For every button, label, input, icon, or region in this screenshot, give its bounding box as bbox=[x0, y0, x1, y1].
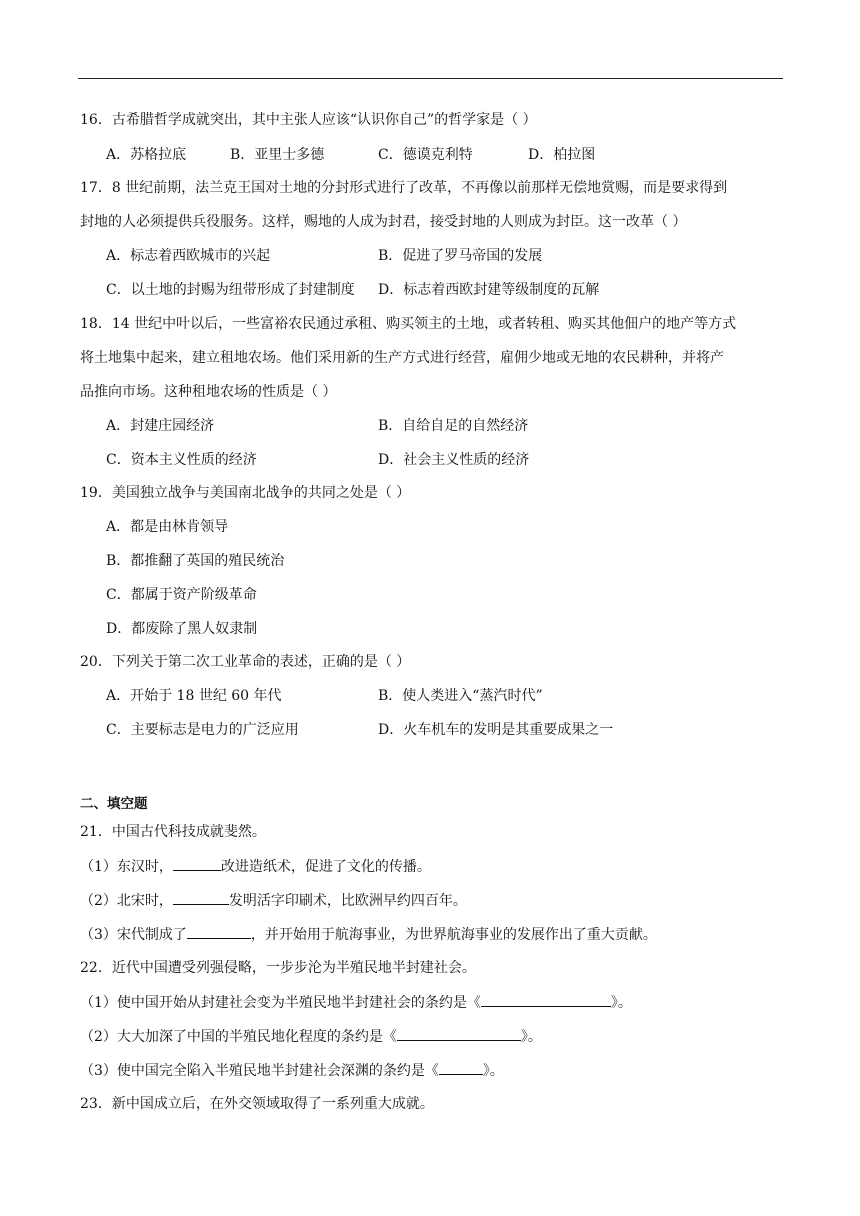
q17-option-d: D．标志着西欧封建等级制度的瓦解 bbox=[378, 282, 600, 298]
q21-blank-2[interactable] bbox=[173, 890, 229, 905]
q21-item-2-before: （2）北宋时， bbox=[80, 893, 173, 909]
question-18-stem-line-3: 品推向市场。这种租地农场的性质是（ ） bbox=[80, 384, 337, 400]
question-17-stem-line-1: 17．8 世纪前期，法兰克王国对土地的分封形式进行了改革，不再像以前那样无偿地赏赐，而是要求得到 bbox=[80, 180, 728, 196]
q20-option-c: C．主要标志是电力的广泛应用 bbox=[106, 722, 299, 738]
q21-item-3 bbox=[80, 924, 657, 945]
q16-option-d: D．柏拉图 bbox=[528, 147, 596, 163]
q18-option-d: D．社会主义性质的经济 bbox=[378, 452, 530, 468]
q18-option-b: B．自给自足的自然经济 bbox=[378, 418, 529, 434]
q22-item-2-before: （2）大大加深了中国的半殖民地化程度的条约是《 bbox=[80, 1029, 397, 1045]
q22-item-1-before: （1）使中国开始从封建社会变为半殖民地半封建社会的条约是《 bbox=[80, 995, 481, 1011]
q21-item-1-before: （1）东汉时， bbox=[80, 859, 173, 875]
q16-option-a: A．苏格拉底 bbox=[106, 147, 187, 163]
q19-option-c: C．都属于资产阶级革命 bbox=[106, 587, 257, 603]
q22-item-2-after: 》。 bbox=[520, 1029, 542, 1045]
header-rule bbox=[78, 78, 783, 79]
q22-blank-1[interactable] bbox=[481, 992, 611, 1007]
q17-option-b: B．促进了罗马帝国的发展 bbox=[378, 248, 543, 264]
q17-option-a: A．标志着西欧城市的兴起 bbox=[106, 248, 271, 264]
question-23-stem: 23．新中国成立后，在外交领域取得了一系列重大成就。 bbox=[80, 1096, 434, 1112]
q22-blank-3[interactable] bbox=[439, 1060, 483, 1075]
section-title: 二、填空题 bbox=[80, 796, 148, 812]
question-20-stem: 20．下列关于第二次工业革命的表述，正确的是（ ） bbox=[80, 654, 411, 670]
q16-option-c: C．德谟克利特 bbox=[378, 147, 473, 163]
question-18-stem-line-2: 将土地集中起来，建立租地农场。他们采用新的生产方式进行经营，雇佣少地或无地的农民耕种，并将产 bbox=[80, 350, 724, 366]
q20-option-d: D．火车机车的发明是其重要成果之一 bbox=[378, 722, 614, 738]
q19-option-a: A．都是由林肯领导 bbox=[106, 519, 229, 535]
q21-blank-3[interactable] bbox=[187, 924, 251, 939]
q22-item-3 bbox=[80, 1060, 504, 1081]
question-22-stem: 22．近代中国遭受列强侵略，一步步沦为半殖民地半封建社会。 bbox=[80, 960, 476, 976]
question-18-stem-line-1: 18．14 世纪中叶以后，一些富裕农民通过承租、购买领主的土地，或者转租、购买其他佃户的地产等方式 bbox=[80, 316, 737, 332]
q22-item-2 bbox=[80, 1026, 542, 1047]
q22-item-3-before: （3）使中国完全陷入半殖民地半封建社会深渊的条约是《 bbox=[80, 1063, 439, 1079]
q18-option-a: A．封建庄园经济 bbox=[106, 418, 215, 434]
q17-option-c: C．以土地的封赐为纽带形成了封建制度 bbox=[106, 282, 355, 298]
q18-option-c: C．资本主义性质的经济 bbox=[106, 452, 257, 468]
question-19-stem: 19．美国独立战争与美国南北战争的共同之处是（ ） bbox=[80, 485, 411, 501]
question-16-stem: 16．古希腊哲学成就突出，其中主张人应该“认识你自己”的哲学家是（ ） bbox=[80, 112, 537, 128]
q20-option-b: B．使人类进入“蒸汽时代” bbox=[378, 688, 543, 704]
q22-item-3-after: 》。 bbox=[482, 1063, 504, 1079]
q19-option-d: D．都废除了黑人奴隶制 bbox=[106, 621, 258, 637]
question-21-stem: 21．中国古代科技成就斐然。 bbox=[80, 824, 266, 840]
q16-option-b: B．亚里士多德 bbox=[230, 147, 325, 163]
q21-item-3-before: （3）宋代制成了 bbox=[80, 927, 187, 943]
q21-item-1-after: 改进造纸术，促进了文化的传播。 bbox=[220, 859, 431, 875]
q19-option-b: B．都推翻了英国的殖民统治 bbox=[106, 553, 285, 569]
q21-item-1 bbox=[80, 856, 431, 877]
q21-item-2-after: 发明活字印刷术，比欧洲早约四百年。 bbox=[228, 893, 467, 909]
q22-blank-2[interactable] bbox=[397, 1026, 521, 1041]
q21-blank-1[interactable] bbox=[173, 856, 221, 871]
q22-item-1-after: 》。 bbox=[610, 995, 632, 1011]
question-17-stem-line-2: 封地的人必须提供兵役服务。这样，赐地的人成为封君，接受封地的人则成为封臣。这一改革（ ） bbox=[80, 214, 687, 230]
q20-option-a: A．开始于 18 世纪 60 年代 bbox=[106, 688, 282, 704]
q21-item-3-after: ，并开始用于航海事业，为世界航海事业的发展作出了重大贡献。 bbox=[250, 927, 657, 943]
q22-item-1 bbox=[80, 992, 632, 1013]
q21-item-2 bbox=[80, 890, 467, 911]
